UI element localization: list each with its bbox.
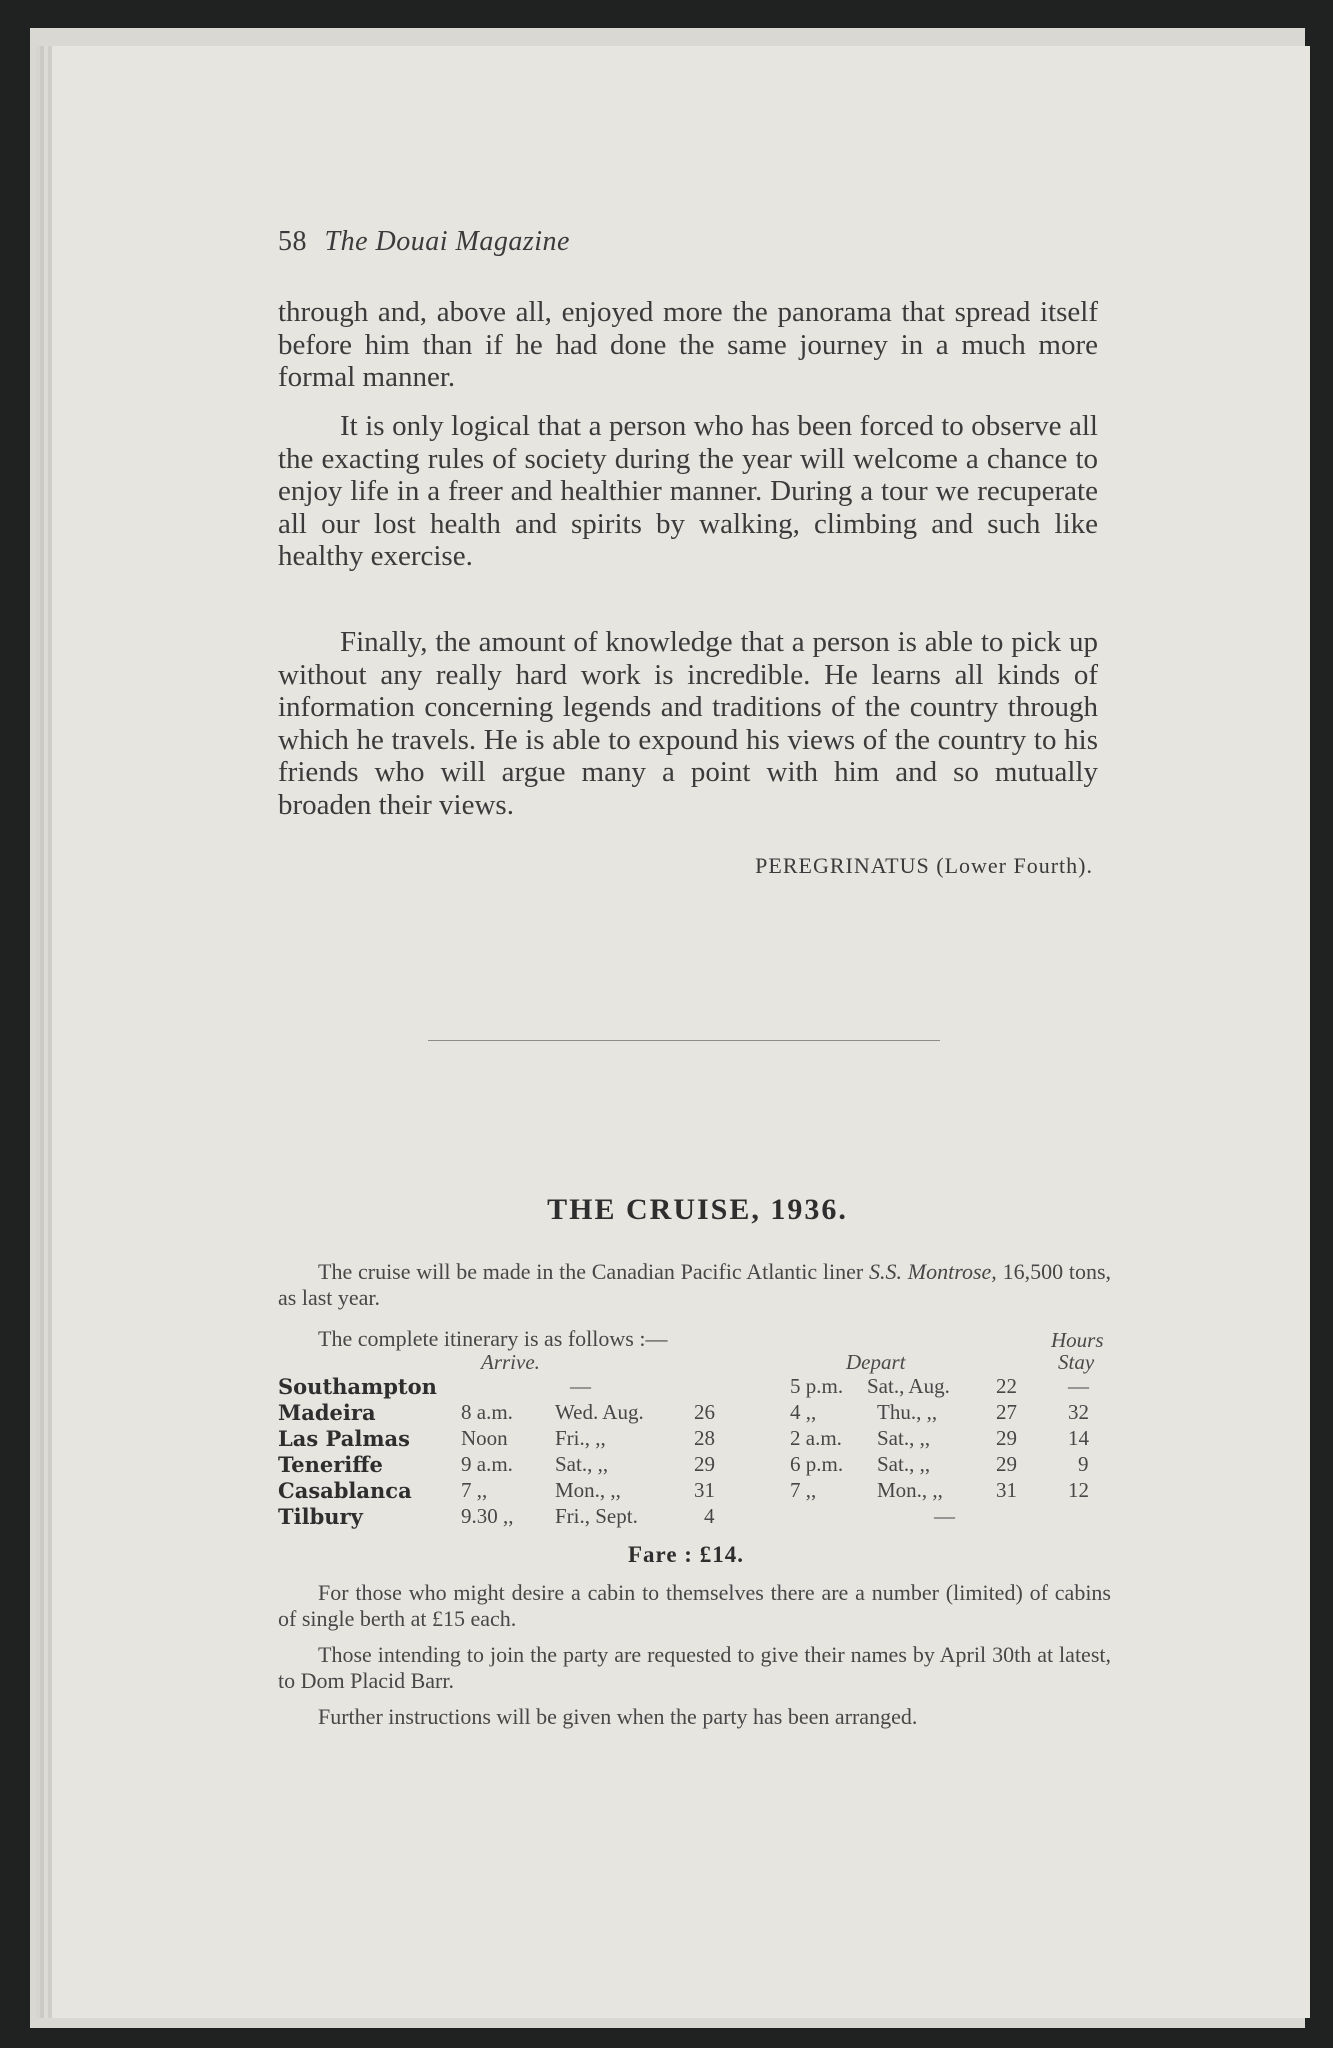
arrive-day: Fri., ,, <box>555 1426 606 1450</box>
arrive-day: — <box>570 1374 591 1398</box>
stay-header: Stay <box>1058 1350 1095 1374</box>
arrive-day: Fri., Sept. <box>555 1504 638 1528</box>
intro-text <box>278 1259 1111 1311</box>
port-name: Tilbury <box>278 1504 363 1529</box>
hours-stay: 32 <box>1068 1400 1089 1424</box>
paragraph-text: It is only logical that a person who has been forced to observe all the exacting rules of society during the year will welcome a chance to enjoy life in a freer and healthier manner. During a tour we recuperate all our lost health and spirits by walking, climbing and such like healthy exercise. <box>278 410 1098 573</box>
article-signature: PEREGRINATUS (Lower Fourth). <box>755 853 1093 878</box>
note-text: Those intending to join the party are requested to give their names by April 30th at latest, to Dom Placid Barr. <box>278 1642 1111 1693</box>
arrive-day: Mon., ,, <box>555 1478 621 1502</box>
depart-day: Sat., ,, <box>877 1426 931 1450</box>
port-name: Madeira <box>278 1400 376 1425</box>
depart-day: Mon., ,, <box>877 1478 943 1502</box>
arrive-day: Wed. Aug. <box>555 1400 644 1424</box>
arrive-time: 9 a.m. <box>461 1452 513 1476</box>
depart-day: Sat., ,, <box>877 1452 931 1476</box>
magazine-title: The Douai Magazine <box>324 226 570 257</box>
cruise-title: THE CRUISE, 1936. <box>547 1193 848 1226</box>
paragraph-text: Finally, the amount of knowledge that a person is able to pick up without any really hard work is incredible. He learns all kinds of information concerning legends and traditions of the country through which he travels. He is able to expound his views of the country to his friends who will argue many a point with him and so mutually broaden their views. <box>278 626 1098 821</box>
hours-stay: 12 <box>1068 1478 1089 1502</box>
cruise-intro <box>278 1259 1111 1311</box>
depart-time: 6 p.m. <box>790 1452 844 1476</box>
page-number: 58 <box>278 226 307 257</box>
cruise-notes <box>278 1580 1111 1740</box>
itinerary-lead: The complete itinerary is as follows :— <box>318 1326 668 1351</box>
arrive-date: 29 <box>694 1452 715 1476</box>
depart-time: 2 a.m. <box>790 1426 842 1450</box>
note-text: Further instructions will be given when the party has been arranged. <box>318 1704 918 1729</box>
arrive-date: 4 <box>704 1504 715 1528</box>
port-name: Casablanca <box>278 1478 412 1503</box>
hours-stay: 14 <box>1068 1426 1089 1450</box>
port-name: Teneriffe <box>278 1452 383 1477</box>
depart-day: Thu., ,, <box>877 1400 938 1424</box>
intro-part-1: The cruise will be made in the Canadian Pacific Atlantic liner <box>318 1259 864 1284</box>
fare: Fare : £14. <box>628 1542 744 1567</box>
depart-date: 31 <box>996 1478 1017 1502</box>
arrive-date: 28 <box>694 1426 715 1450</box>
port-name: Las Palmas <box>278 1426 410 1451</box>
arrive-time: 8 a.m. <box>461 1400 513 1424</box>
intro-part-2: 16,500 tons, as last year. <box>278 1259 1112 1310</box>
section-divider <box>428 1040 940 1041</box>
paragraph-text: through and, above all, enjoyed more the panorama that spread itself before him than if he had done the same journey in a much more formal manner. <box>278 296 1098 394</box>
hours-stay: 9 <box>1078 1452 1089 1476</box>
depart-date: 29 <box>996 1426 1017 1450</box>
depart-time: 5 p.m. <box>790 1374 844 1398</box>
depart-day: — <box>934 1504 955 1528</box>
arrive-time: Noon <box>461 1426 508 1450</box>
arrive-day: Sat., ,, <box>555 1452 609 1476</box>
depart-date: 22 <box>996 1374 1017 1398</box>
arrive-time: 9.30 ,, <box>461 1504 514 1528</box>
depart-date: 29 <box>996 1452 1017 1476</box>
running-head <box>278 226 570 258</box>
article-paragraph-1 <box>278 296 1098 394</box>
depart-header: Depart <box>846 1350 906 1374</box>
hours-stay: — <box>1068 1374 1089 1398</box>
depart-time: 7 ,, <box>790 1478 817 1502</box>
note-text: For those who might desire a cabin to themselves there are a number (limited) of cabins of single berth at £15 each. <box>278 1580 1111 1631</box>
depart-day: Sat., Aug. <box>867 1374 950 1398</box>
hours-header: Hours <box>1051 1328 1104 1352</box>
port-name: Southampton <box>278 1374 437 1399</box>
article-paragraph-2 <box>278 410 1098 573</box>
arrive-header: Arrive. <box>481 1350 540 1374</box>
arrive-date: 26 <box>694 1400 715 1424</box>
arrive-date: 31 <box>694 1478 715 1502</box>
depart-time: 4 ,, <box>790 1400 817 1424</box>
article-paragraph-3 <box>278 626 1098 822</box>
depart-date: 27 <box>996 1400 1017 1424</box>
arrive-time: 7 ,, <box>461 1478 488 1502</box>
ship-name: S.S. Montrose, <box>869 1259 997 1284</box>
